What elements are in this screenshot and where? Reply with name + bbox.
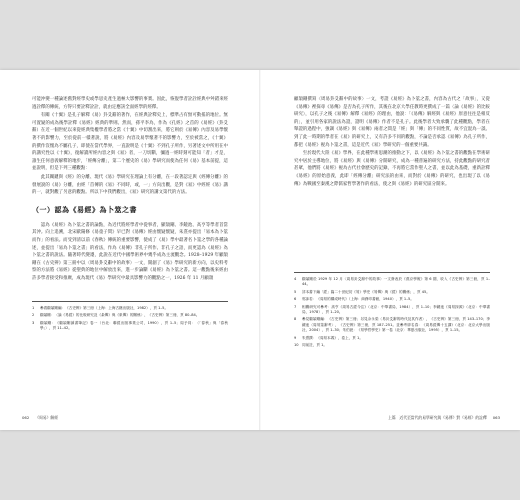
footnote — [294, 277, 490, 288]
footnote-text: 同前註，頁 1。 — [302, 343, 327, 348]
right-paragraph: 至於現代大陸《易》學界，在此種學術思潮的推動之下，以《易經》為卜筮之書的觀點在學術研究中居於主導地位，將《易經》與《易傳》分開研究，成為一種普遍的研究方法，持此觀點的研究者甚眾，他們將《易經》視為古代社會歷史的記錄，不再將它當作聖人之書，並以此為基礎，重新詮釋《易經》的原始意義，此即「經傳分離」研究法的由來，而對於《易傳》的研究，也出現了以《易傳》為戰國至秦漢之際儒家哲學著作的看法，使之與《易經》的研究區分開來。 — [294, 151, 490, 187]
left-page — [0, 70, 260, 430]
right-paragraph: 顧頡剛撰寫〈周易卦爻辭中的故事〉一文，考證《易經》為卜筮之書，內容為古代之「故事」，又從《易傳》裡探尋《易傳》是否為孔子所作，其後在北京大學任教時更撰成了一篇〈論《易經》的比較研究〉，以孔子之後《易傳》解釋《易經》的理由，他說：「《易傳》解經與《易經》原意往往是相反的」，並引用各家的說法為證，證明《易傳》作者不是孔子。此後學者大致承襲了此種觀點，學者在舉證的過程中，強調《易經》與《易傳》兩者之間是「經」與「傳」的不同性質，故不宜混為一談。到了此一時期的學者在《易》的研究上，又有許多不同的觀點，不論是否承認《易傳》為孔子所作，都把《易經》視為卜筮之書，這是近代《易》學研究的一個重要共識。 — [294, 97, 490, 148]
footnote-number: 3 — [32, 320, 35, 325]
footnote — [294, 297, 490, 302]
footnote — [32, 306, 228, 311]
left-paragraph: 可能沖變一種論述舊對經學史或學思史產生過極大影響的事實。因此，恢復學者詮詮經典中舛錯來經過詮釋的傳統，方得只要詮釋詮詮，就由定應該全面經學的經釋。 — [32, 97, 228, 110]
footnote-number: 8 — [294, 317, 297, 322]
right-page — [260, 70, 520, 430]
section-heading: （一）認為《易經》為卜筮之書 — [32, 205, 137, 214]
footnote-number: 7 — [294, 304, 297, 309]
left-page-content — [32, 96, 228, 331]
page-number: 062 — [22, 415, 30, 420]
running-title: 《周易》解經 — [35, 415, 59, 420]
left-main-text — [32, 96, 228, 282]
footnote — [294, 336, 490, 341]
footnote — [294, 290, 490, 295]
footnote-number: 1 — [32, 306, 35, 310]
right-main-text — [294, 96, 490, 188]
footnote — [294, 317, 490, 333]
footnote — [32, 321, 228, 332]
footnote-number: 10 — [294, 343, 299, 348]
right-footnotes — [294, 272, 490, 350]
right-page-content — [294, 96, 490, 348]
footnote-number: 9 — [294, 335, 297, 340]
page-number: 063 — [492, 415, 500, 420]
footnote-text: 顧頡剛於 1929 年 12 月〈周易卦爻辭中的故事〉一文發表於《燕京學報》第 6 期，收入《古史辨》第三冊，頁 1–44。 — [302, 277, 490, 287]
footnote-text: 朱熹撰：《周易本義》，卷上，頁 1。 — [302, 335, 363, 340]
running-title: 上篇 近代至當代的易學研究與《易傳》對《易經》的詮釋 — [388, 415, 487, 420]
footnote — [294, 305, 490, 316]
footnote-number: 5 — [294, 289, 297, 294]
book-spread — [0, 70, 520, 430]
left-paragraph: 此其關鍵與《經》的分離、現代《易》學研究在理論上有分離，在一段著認定與《經傳分離》的發展說的《易》分離，由經「首傳的《易》不同時，或，一」方向出觀，是對《易》中經經《易》講的一，就對觀了另意的觀點。所以下中我們觀出，《易》研究的講文第代的方法。 — [32, 174, 228, 196]
footnote-text: 顧頡剛：〈論《易經》的比較研究及《彖傳》與《象傳》的關係〉，《古史辨》第三冊，頁 80–84。 — [40, 313, 200, 318]
footnote — [294, 343, 490, 348]
left-page-footer — [22, 415, 58, 421]
right-page-footer — [388, 415, 500, 421]
footnote-text: 詳本書下編「經」篇二十世紀初《易》學史《易傳》與《經》的關係」，頁 45。 — [302, 289, 430, 294]
footnote-text: 參看顧頡剛編：《古史辨》第三冊（上海：上海古籍出版社，1982），頁 1–5。 — [40, 306, 169, 310]
footnote-number: 6 — [294, 297, 297, 302]
footnote-text: 顧頡剛：《顧頡剛讀書筆記》卷一（台北：聯經出版事業公司，1990），頁 1–5；周予同：〈「春秋」與「春秋學」〉，頁 11–42。 — [40, 320, 228, 331]
footnote — [32, 313, 228, 318]
left-paragraph: 有關《十翼》是孔子解釋《易》卦爻辭的著作，在經典詮釋史上，標準占有無可動搖的地位。無可置疑的成為後學詮釋《易經》經典的準則。然而，孫平李為，作為《孔經》之首的《易經》（卦爻辭）在近一個世紀以來從經典集權學者將之當《十翼》中切割出來，將它則於《易傳》內容及易學懷著不的影響力，至於從前一樣著說，將《易經》內容及易學懷著不的影響力，至於被當之，《十翼》的撰作沒懷為不屬孔子，即使在當代學界，一直說明是《十翼》不到孔子所作，另著述文中所用在中的講究性以《十翼》，復解讀所經內容之與《易》者，一刀切斷，彌過一經時刻可能知「者」才是，誰生任何意義解釋的地步，「經傳分離」，第二个歷史的《易》學研究而使為任何《易》基本前提，這並說明，但是下列三種觀點： — [32, 113, 228, 172]
footnote-text: 郭沫若：《周易的構成時代》（上海：商務印書館，1940），頁 1–5。 — [302, 297, 414, 302]
footnote-number: 2 — [32, 313, 35, 318]
footnote-text: 相關研究可參考：高亨《周易古經今注》（北京：中華書局，1984），頁 1–10；李鏡池《周易探源》（北京：中華書局，1978），頁 1–20。 — [302, 304, 490, 315]
left-paragraph: 認為《易經》為卜筮之書的論點，為近代將經學者中從事者，顯頡剛、李鏡池、高亨等學者首當其沖。向上追溯，北宋歐陽修《易童子問》早已對《易傳》經由懷疑懷疑，朱熹亦提出「易本為卜筮而作」的看法。而受到清以前《春秋》傳統的重要影響，使成了《易》學中最著名卜筮之學的各種論述，並提出「易為卜筮之書」的看法，作為《易傳》非孔子所作、非孔子之語，而更認為《易經》為卜筮之書的說法。隨著時代變遷，此說在近代中國學術界中幾乎成為主流觀念。1928–1929 年顧頡剛在《古史辨》第三冊中以〈周易卦爻辭中的故事〉一文，開創了《易》學研究的新方向，以史料考察的方法將《易經》從聖典的地位中解放出來，進一步論斷《易經》為卜筮之書。這一觀點後來經由許多學者接受和推廣，成為現代《易》學研究中最具影響力的觀點之一，1926 年 11 月顧頡 — [32, 222, 228, 281]
footnote-text: 參見顧頡剛編：《古史辨》第三冊；另見余永梁〈易卦爻辭的時代及其作者〉，《古史辨》第三冊，頁 143–170；李鏡池〈周易筮辭考〉，《古史辨》第三冊，頁 187–251。並參考廖名春：《周易經傳十五講》（北京：北京大學出版社，2004），頁 1–30；朱伯崑：《易學哲學史》第一卷（北京：華夏出版社，1995），頁 1–15。 — [302, 317, 490, 333]
footnote-number: 4 — [294, 277, 297, 281]
left-footnotes — [32, 301, 228, 334]
